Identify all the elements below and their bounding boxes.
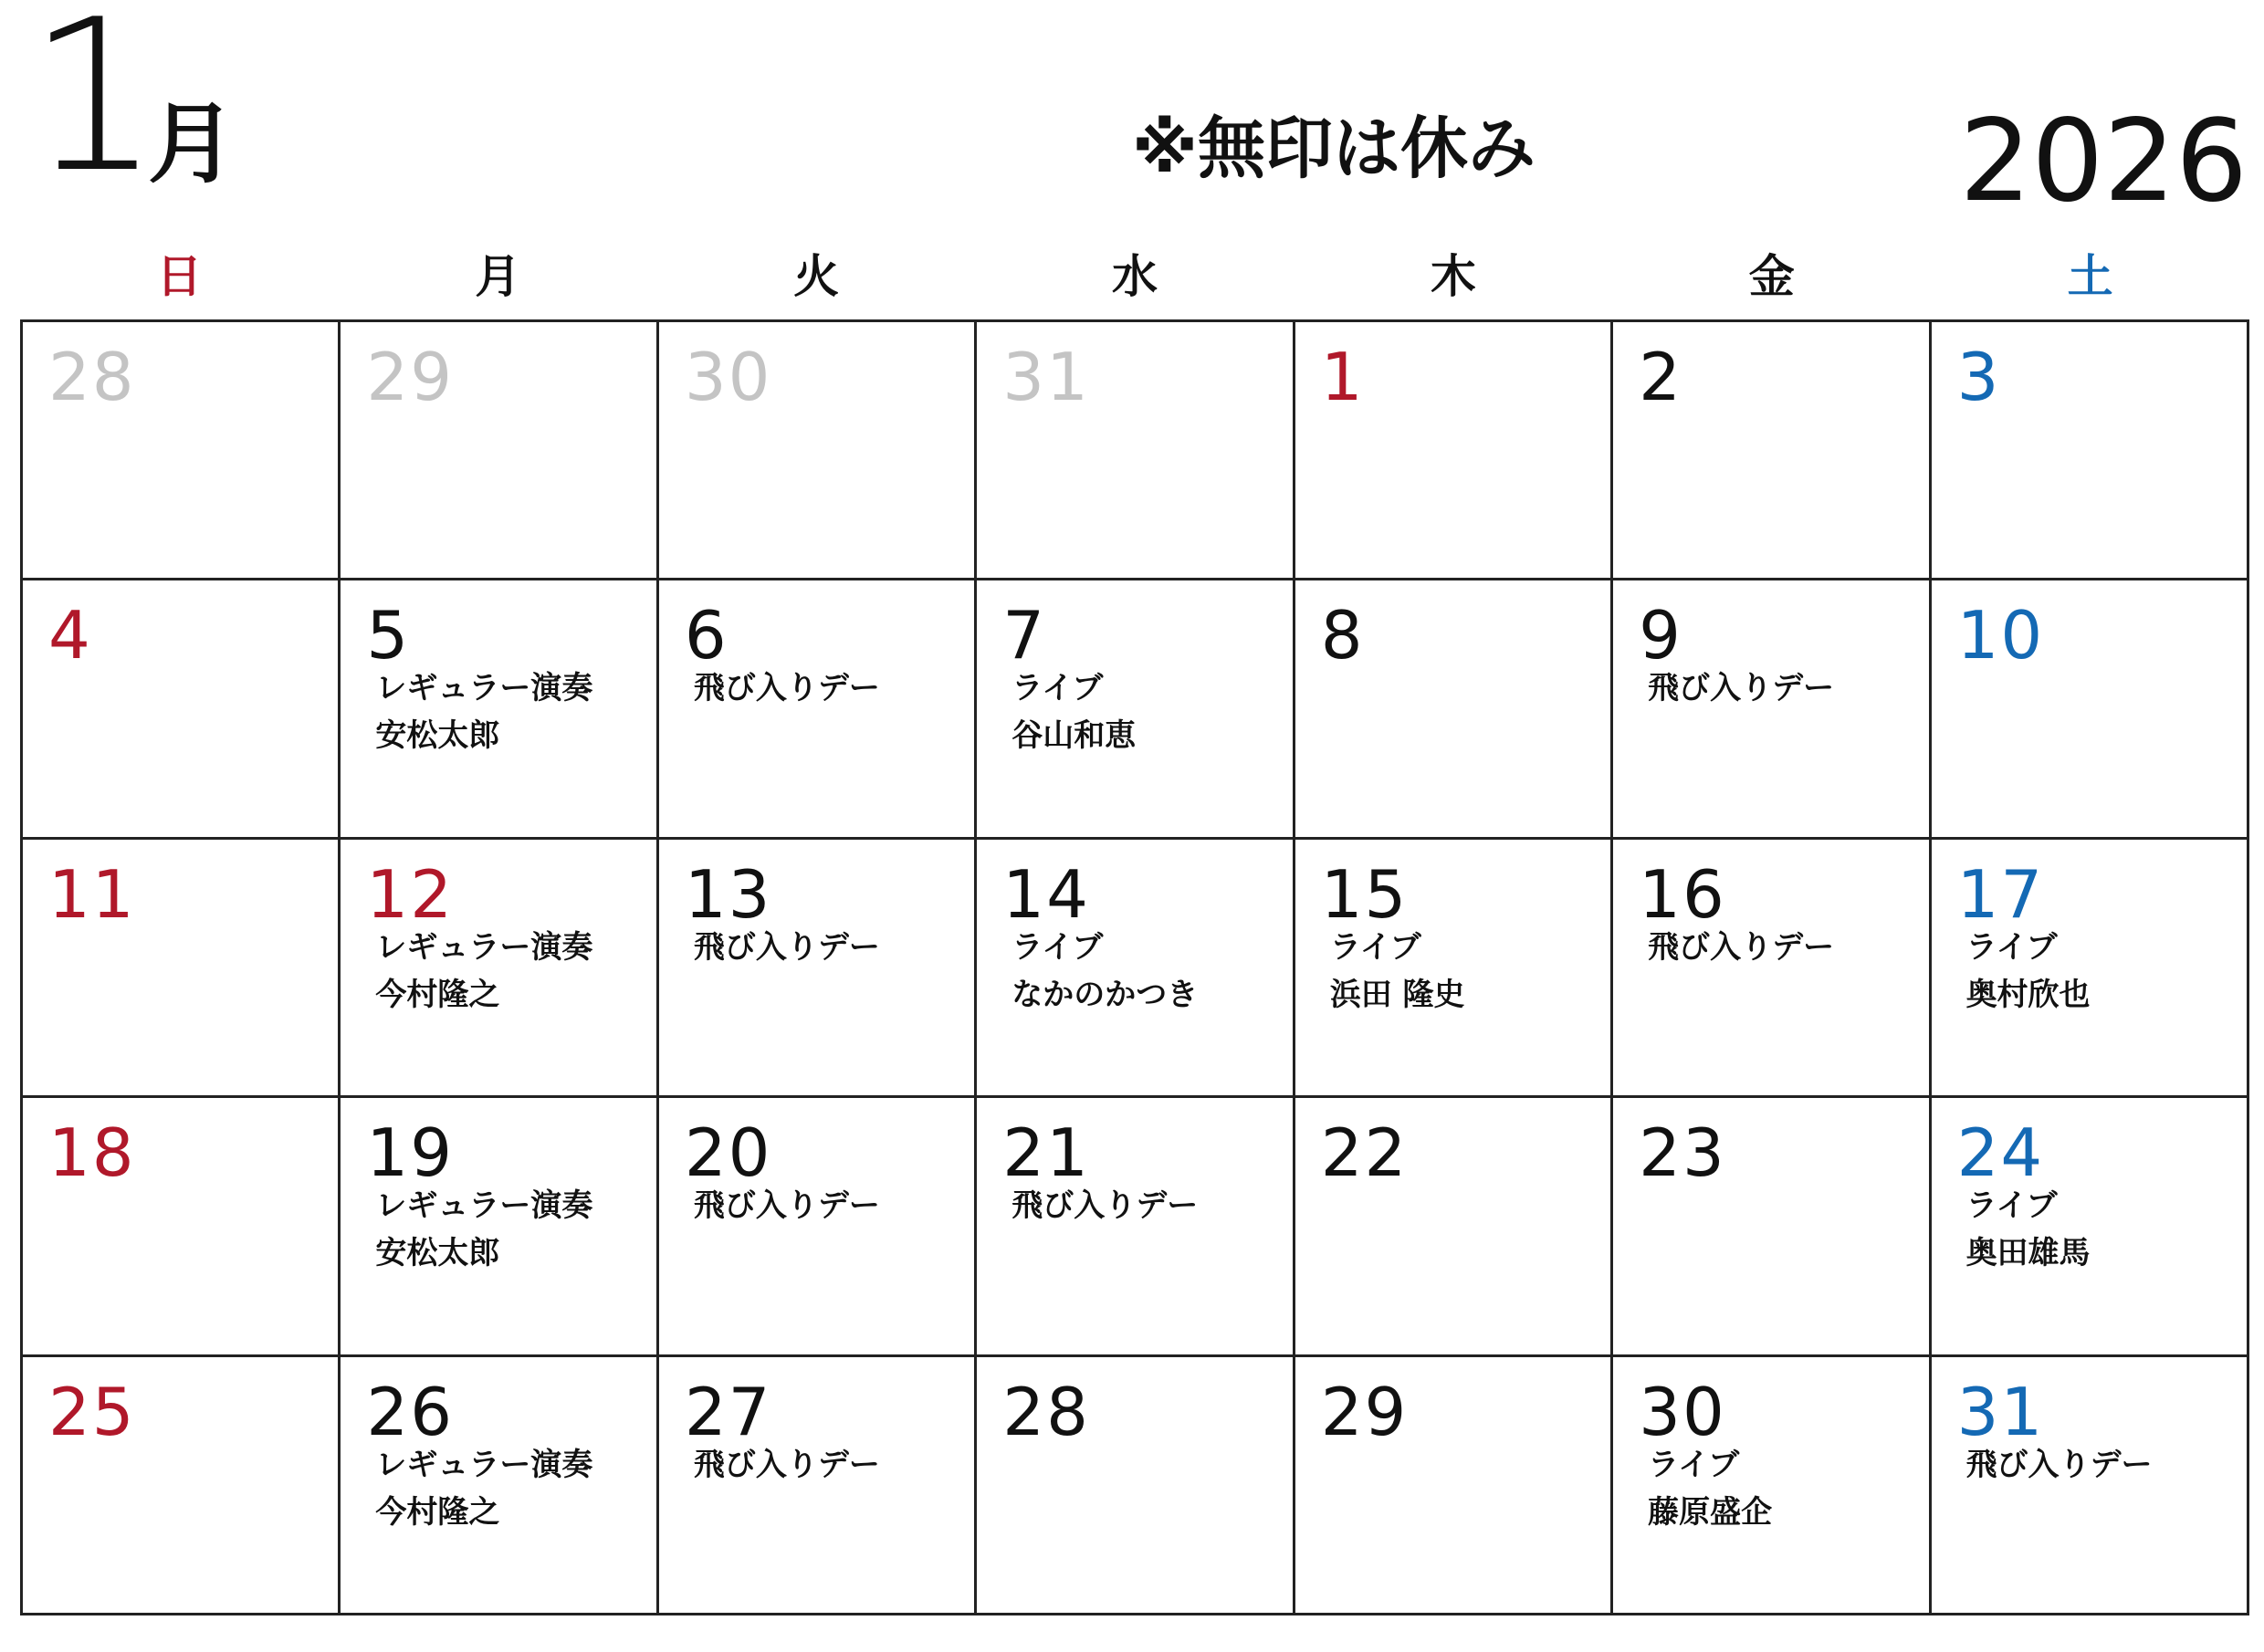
event-info: [694, 1182, 880, 1229]
month-number: 1: [27, 0, 158, 219]
day-cell: [1932, 1357, 2249, 1615]
day-number: 13: [684, 855, 772, 933]
event-type: ライブ: [1011, 670, 1104, 707]
event-info: [375, 1441, 592, 1536]
calendar-grid: [20, 319, 2249, 1615]
day-cell: [977, 322, 1294, 580]
day-number: 17: [1956, 855, 2045, 933]
weekday-label: 日: [156, 250, 203, 303]
weekday-label: 水: [1111, 250, 1158, 303]
day-number: 3: [1956, 339, 2001, 415]
day-cell: [659, 1357, 977, 1615]
day-cell: [23, 1357, 341, 1615]
day-cell: [1613, 1357, 1931, 1615]
event-type: 飛び入りデー: [1965, 1446, 2153, 1483]
event-type: 飛び入りデー: [1648, 670, 1835, 707]
day-cell: [1295, 1357, 1613, 1615]
day-cell: [341, 840, 658, 1098]
day-number: 24: [1956, 1114, 2045, 1192]
event-type: 飛び入りデー: [693, 670, 880, 707]
day-cell: [1613, 1098, 1931, 1356]
day-cell: [1932, 1098, 2249, 1356]
event-info: [694, 924, 880, 971]
performer-name: 今村隆之: [375, 1493, 500, 1531]
event-info: [1648, 1441, 1772, 1536]
day-cell: [341, 322, 658, 580]
day-cell: [341, 1357, 658, 1615]
weekday-label: 土: [2067, 250, 2113, 303]
day-number: 30: [1639, 1373, 1726, 1450]
weekday-label: 月: [475, 250, 521, 303]
day-number: 30: [684, 339, 772, 415]
event-info: [1966, 924, 2091, 1019]
performer-name: 奥村欣也: [1965, 976, 2091, 1013]
performer-name: 今村隆之: [375, 976, 500, 1013]
day-number: 1: [1320, 339, 1365, 415]
event-info: [1011, 924, 1198, 1019]
performer-name: 奥田雄馬: [1965, 1235, 2091, 1272]
event-info: [375, 924, 592, 1019]
day-cell: [1295, 322, 1613, 580]
day-number: 4: [48, 597, 92, 674]
performer-name: なかのかつき: [1011, 976, 1199, 1013]
day-number: 7: [1002, 597, 1047, 674]
event-info: [1648, 664, 1834, 712]
event-info: [1966, 1441, 2153, 1489]
event-info: [375, 664, 592, 759]
day-cell: [1613, 580, 1931, 839]
day-cell: [1932, 840, 2249, 1098]
day-number: 20: [684, 1114, 772, 1192]
day-cell: [1932, 580, 2249, 839]
event-type: ライブ: [1965, 928, 2058, 966]
day-cell: [1295, 580, 1613, 839]
day-number: 19: [366, 1114, 455, 1192]
day-cell: [659, 580, 977, 839]
day-cell: [341, 580, 658, 839]
day-number: 11: [48, 855, 136, 933]
day-number: 5: [366, 597, 411, 674]
day-cell: [23, 322, 341, 580]
day-number: 12: [366, 855, 455, 933]
day-cell: [1613, 322, 1931, 580]
performer-name: 安松太郎: [375, 717, 500, 755]
day-number: 26: [366, 1373, 455, 1450]
day-cell: [977, 1098, 1294, 1356]
day-number: 27: [684, 1373, 772, 1450]
event-type: レギュラー演奏: [375, 1187, 593, 1225]
event-info: [1648, 924, 1834, 971]
day-cell: [977, 1357, 1294, 1615]
event-type: レギュラー演奏: [375, 1446, 593, 1483]
event-info: [1330, 924, 1465, 1019]
event-type: 飛び入りデー: [1648, 928, 1835, 966]
day-number: 29: [366, 339, 455, 415]
event-info: [694, 1441, 880, 1489]
event-type: ライブ: [1011, 928, 1104, 966]
day-number: 28: [1002, 1373, 1090, 1450]
day-number: 14: [1002, 855, 1090, 933]
year-label: 2026: [1959, 96, 2248, 227]
performer-name: 浜田 隆史: [1329, 976, 1465, 1013]
event-info: [1011, 1182, 1198, 1229]
day-cell: [1932, 322, 2249, 580]
event-info: [375, 1182, 592, 1277]
day-cell: [659, 840, 977, 1098]
weekday-label: 火: [793, 250, 840, 303]
day-cell: [977, 840, 1294, 1098]
event-type: ライブ: [1648, 1446, 1740, 1483]
day-number: 9: [1639, 597, 1682, 674]
day-cell: [23, 1098, 341, 1356]
performer-name: 谷山和恵: [1011, 717, 1137, 755]
day-number: 18: [48, 1114, 136, 1192]
performer-name: 安松太郎: [375, 1235, 500, 1272]
day-number: 21: [1002, 1114, 1090, 1192]
day-number: 2: [1639, 339, 1682, 415]
day-cell: [1295, 840, 1613, 1098]
day-cell: [659, 1098, 977, 1356]
event-type: 飛び入りデー: [693, 1446, 880, 1483]
day-cell: [659, 322, 977, 580]
day-number: 31: [1002, 339, 1090, 415]
event-type: 飛び入りデー: [1011, 1187, 1199, 1225]
event-type: ライブ: [1329, 928, 1421, 966]
day-number: 29: [1320, 1373, 1409, 1450]
day-cell: [23, 580, 341, 839]
day-cell: [23, 840, 341, 1098]
event-type: 飛び入りデー: [693, 1187, 880, 1225]
day-cell: [1295, 1098, 1613, 1356]
event-type: 飛び入りデー: [693, 928, 880, 966]
day-cell: [1613, 840, 1931, 1098]
closed-note: ※無印は休み: [1132, 110, 1536, 188]
event-info: [694, 664, 880, 712]
event-info: [1011, 664, 1136, 759]
event-type: レギュラー演奏: [375, 670, 593, 707]
month-label: 月: [148, 93, 236, 195]
event-type: レギュラー演奏: [375, 928, 593, 966]
weekday-label: 木: [1430, 250, 1476, 303]
day-number: 10: [1956, 597, 2045, 674]
day-number: 23: [1639, 1114, 1726, 1192]
day-number: 28: [48, 339, 136, 415]
day-number: 6: [684, 597, 728, 674]
event-info: [1966, 1182, 2091, 1277]
day-number: 25: [48, 1373, 136, 1450]
weekday-label: 金: [1748, 250, 1795, 303]
day-cell: [977, 580, 1294, 839]
day-number: 16: [1639, 855, 1726, 933]
day-number: 8: [1320, 597, 1365, 674]
day-number: 15: [1320, 855, 1409, 933]
weekday-header: [20, 245, 2249, 308]
performer-name: 藤原盛企: [1648, 1493, 1773, 1531]
day-cell: [341, 1098, 658, 1356]
day-number: 31: [1956, 1373, 2045, 1450]
event-type: ライブ: [1965, 1187, 2058, 1225]
day-number: 22: [1320, 1114, 1409, 1192]
